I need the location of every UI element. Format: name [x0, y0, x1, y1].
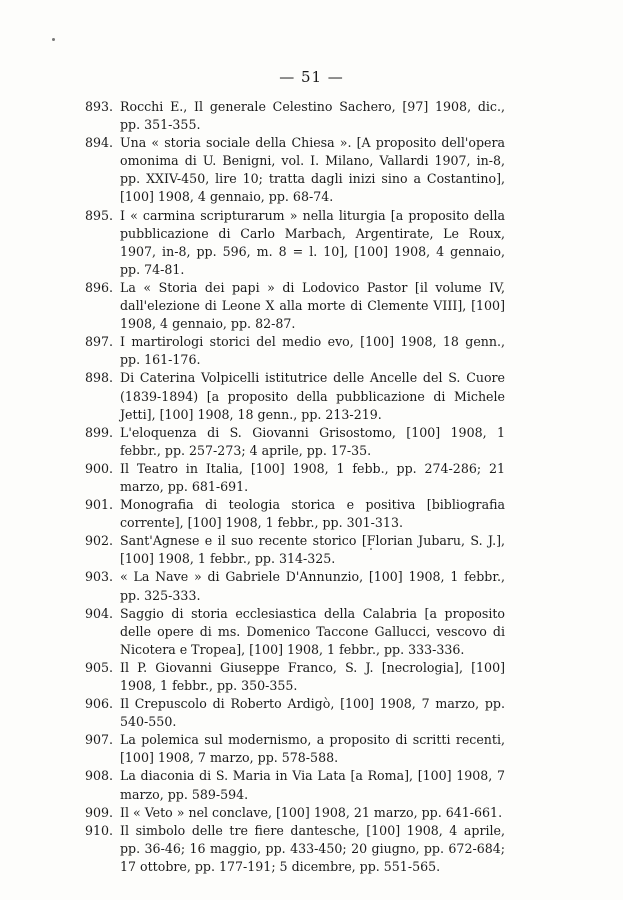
entry-text: La polemica sul modernismo, a proposito di scritti recenti, [100] 1908, 7 marzo, pp. 578-588.	[120, 732, 505, 766]
entry-number: 902.	[85, 533, 114, 549]
list-item	[85, 98, 505, 134]
entry-number: 906.	[85, 696, 114, 712]
bibliography-list	[85, 98, 505, 876]
entry-number: 910.	[85, 822, 114, 838]
list-item	[85, 731, 505, 767]
entry-text: La diaconia di S. Maria in Via Lata [a Roma], [100] 1908, 7 marzo, pp. 589-594.	[120, 768, 505, 802]
entry-text: Sant'Agnese e il suo recente storico [Florian Jubaru, S. J.], [100] 1908, 1 febbr., pp. 314-325.	[120, 533, 505, 567]
list-item	[85, 822, 505, 876]
list-item	[85, 767, 505, 803]
list-item	[85, 605, 505, 659]
list-item	[85, 804, 505, 822]
list-item	[85, 659, 505, 695]
entry-number: 896.	[85, 279, 114, 295]
entry-text: L'eloquenza di S. Giovanni Grisostomo, [100] 1908, 1 febbr., pp. 257-273; 4 aprile, pp. 17-35.	[120, 424, 505, 458]
entry-number: 901.	[85, 497, 114, 513]
entry-text: La « Storia dei papi » di Lodovico Pastor [il volume IV, dall'elezione di Leone X alla morte di Clemente VIII], [100] 1908, 4 gennaio, pp. 82-87.	[120, 279, 505, 332]
entry-number: 899.	[85, 424, 114, 440]
entry-text: Di Caterina Volpicelli istitutrice delle Ancelle del S. Cuore (1839-1894) [a proposito della pubblicazione di Michele Jetti], [100] 1908, 18 genn., pp. 213-219.	[120, 370, 505, 422]
entry-text: I martirologi storici del medio evo, [100] 1908, 18 genn., pp. 161-176.	[120, 334, 505, 368]
entry-text: Monografia di teologia storica e positiva [bibliografia corrente], [100] 1908, 1 febbr., pp. 301-313.	[120, 497, 505, 531]
list-item	[85, 460, 505, 496]
page-number: — 51 —	[279, 68, 344, 86]
entry-number: 898.	[85, 370, 114, 386]
entry-number: 894.	[85, 135, 114, 151]
list-item	[85, 496, 505, 532]
entry-text: Il Teatro in Italia, [100] 1908, 1 febb., pp. 274-286; 21 marzo, pp. 681-691.	[120, 460, 505, 494]
entry-number: 903.	[85, 569, 114, 585]
entry-number: 909.	[85, 804, 114, 820]
entry-text: Il « Veto » nel conclave, [100] 1908, 21 marzo, pp. 641-661.	[120, 804, 503, 820]
entry-text: Il Crepuscolo di Roberto Ardigò, [100] 1908, 7 marzo, pp. 540-550.	[120, 696, 505, 730]
list-item	[85, 568, 505, 604]
entry-number: 895.	[85, 207, 114, 223]
entry-number: 904.	[85, 605, 114, 621]
entry-number: 908.	[85, 768, 114, 784]
list-item	[85, 207, 505, 279]
entry-text: I « carmina scripturarum » nella liturgia [a proposito della pubblicazione di Carlo Marbach, Argentirate, Le Roux, 1907, in-8, pp. 596, m. 8 = l. 10], [100] 1908, 4 gennaio, pp. 74-81.	[120, 207, 505, 277]
entry-text: Saggio di storia ecclesiastica della Calabria [a proposito delle opere di ms. Domenico Taccone Gallucci, vescovo di Nicotera e Tropea], [100] 1908, 1 febbr., pp. 333-336.	[120, 605, 505, 657]
entry-text: Il P. Giovanni Giuseppe Franco, S. J. [necrologia], [100] 1908, 1 febbr., pp. 350-355.	[120, 659, 505, 693]
list-item	[85, 695, 505, 731]
entry-number: 907.	[85, 732, 114, 748]
paper-speck	[52, 38, 55, 41]
list-item	[85, 532, 505, 568]
entry-text: « La Nave » di Gabriele D'Annunzio, [100] 1908, 1 febbr., pp. 325-333.	[120, 569, 505, 603]
entry-text: Il simbolo delle tre fiere dantesche, [100] 1908, 4 aprile, pp. 36-46; 16 maggio, pp. 433-450; 20 giugno, pp. 672-684; 17 ottobre, pp. 177-191; 5 dicembre, pp. 551-565.	[120, 822, 505, 874]
entry-number: 900.	[85, 460, 114, 476]
entry-text: Una « storia sociale della Chiesa ». [A proposito dell'opera omonima di U. Benigni, vol. I. Milano, Vallardi 1907, in-8, pp. XXIV-450, lire 10; tratta dagli inizi sino a Costantino], [100] 1908, 4 gennaio, pp. 68-74.	[120, 135, 505, 205]
list-item	[85, 279, 505, 333]
list-item	[85, 134, 505, 206]
list-item	[85, 369, 505, 423]
entry-number: 905.	[85, 659, 114, 675]
list-item	[85, 333, 505, 369]
entry-number: 897.	[85, 334, 114, 350]
list-item	[85, 424, 505, 460]
entry-text: Rocchi E., Il generale Celestino Sachero, [97] 1908, dic., pp. 351-355.	[120, 99, 505, 133]
entry-number: 893.	[85, 99, 114, 114]
